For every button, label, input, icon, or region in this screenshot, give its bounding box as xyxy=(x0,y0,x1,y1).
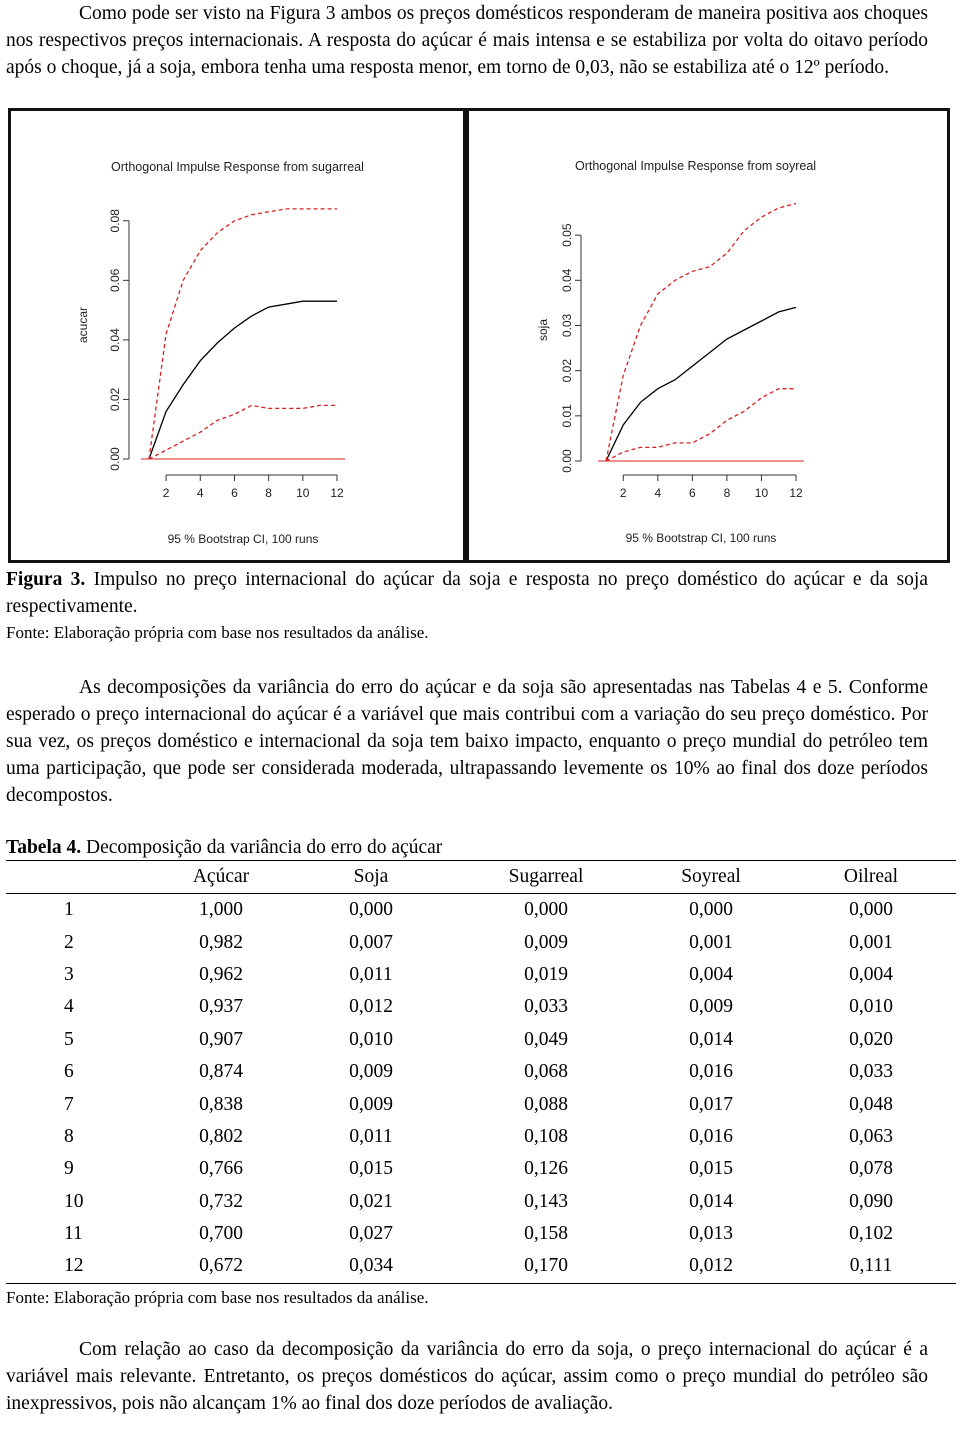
x-tick-label: 12 xyxy=(330,486,344,500)
table-cell: 0,009 xyxy=(349,1093,393,1115)
table-cell: 0,004 xyxy=(849,963,893,985)
table-cell: 0,937 xyxy=(199,996,243,1018)
table-cell: 0,170 xyxy=(456,1250,636,1283)
y-axis-label: soja xyxy=(536,318,550,342)
table-cell: 0,010 xyxy=(849,996,893,1018)
table-row xyxy=(6,1218,956,1250)
figure-caption-text: Impulso no preço internacional do açúcar da soja e resposta no preço doméstico do açúcar e da soja respectivamente. xyxy=(6,569,928,617)
confidence-band-line xyxy=(149,405,337,459)
x-tick-label: 4 xyxy=(196,486,204,500)
paragraph-3: Com relação ao caso da decomposição da variância do erro da soja, o preço internacional do açúcar é a variável mais relevante. Entretanto, os preços domésticos do açúcar, assim como o preço mundial do petróleo são inexpressivos, pois não alcançam 1% ao final dos doze períodos de avaliação. xyxy=(6,1339,928,1414)
table-row-period: 3 xyxy=(64,963,74,985)
table-cell: 0,001 xyxy=(849,931,893,953)
x-tick-label: 6 xyxy=(231,486,238,500)
table-cell: 1,000 xyxy=(199,899,243,921)
table-cell: 0,033 xyxy=(849,1061,893,1083)
figure-caption-label: Figura 3. xyxy=(6,569,86,590)
table-row-period: 1 xyxy=(64,899,74,921)
table-header-cell xyxy=(6,861,156,894)
x-tick-label: 10 xyxy=(754,486,769,500)
y-tick-label: 0.04 xyxy=(560,268,574,292)
table-title xyxy=(6,834,442,861)
table-cell: 0,019 xyxy=(524,963,568,985)
y-tick-label: 0.01 xyxy=(560,404,574,428)
table-cell: 0,982 xyxy=(199,931,243,953)
table-cell: 0,013 xyxy=(689,1223,733,1245)
chart-panel-soy xyxy=(466,108,950,563)
paragraph-1: Como pode ser visto na Figura 3 ambos os preços domésticos responderam de maneira positiva aos choques nos respectivos preços internacionais. A resposta do açúcar é mais intensa e se estabiliza por volta do oitavo período após o choque, já a soja, embora tenha uma resposta menor, em torno de 0,03, não se estabiliza até o 12º período. xyxy=(6,3,928,78)
x-tick-label: 2 xyxy=(162,486,170,500)
table-cell: 0,007 xyxy=(349,931,393,953)
x-tick-label: 8 xyxy=(723,486,731,500)
table-cell: 0,108 xyxy=(524,1125,568,1147)
table-cell: 0,000 xyxy=(524,899,568,921)
table-row xyxy=(6,1153,956,1185)
table-cell: 0,015 xyxy=(349,1158,393,1180)
chart-sugar xyxy=(11,111,463,560)
y-tick-label: 0.00 xyxy=(108,447,122,471)
table-cell: 0,766 xyxy=(199,1158,243,1180)
table-row-period: 11 xyxy=(64,1223,83,1245)
table-cell: 0,014 xyxy=(689,1028,733,1050)
x-axis-label: 95 % Bootstrap CI, 100 runs xyxy=(625,531,777,545)
impulse-response-line xyxy=(149,301,337,459)
table-row-period: 9 xyxy=(64,1158,74,1180)
table-cell: 0,078 xyxy=(849,1158,893,1180)
table-cell: 0,034 xyxy=(286,1250,456,1283)
table-row xyxy=(6,1250,956,1283)
table-body xyxy=(6,894,956,1284)
table-cell: 0,011 xyxy=(349,1125,393,1147)
table-cell: 0,000 xyxy=(849,899,893,921)
figure-source: Fonte: Elaboração própria com base nos resultados da análise. xyxy=(6,623,429,642)
table-row xyxy=(6,1088,956,1120)
table-row-period: 10 xyxy=(64,1190,84,1212)
table-cell: 0,907 xyxy=(199,1028,243,1050)
table-cell: 0,014 xyxy=(689,1190,733,1212)
table-title-label: Tabela 4. xyxy=(6,837,82,858)
confidence-band-line xyxy=(149,209,337,459)
table-row-period: 7 xyxy=(64,1093,74,1115)
table-source: Fonte: Elaboração própria com base nos resultados da análise. xyxy=(6,1288,429,1307)
y-tick-label: 0.00 xyxy=(560,449,574,473)
table-cell: 0,088 xyxy=(524,1093,568,1115)
table-cell: 0,000 xyxy=(689,899,733,921)
table-header-cell: Oilreal xyxy=(843,866,899,887)
table-row-period: 12 xyxy=(6,1250,156,1283)
x-tick-label: 2 xyxy=(619,486,627,500)
chart-title: Orthogonal Impulse Response from sugarreal xyxy=(111,160,364,174)
chart-soy xyxy=(469,111,947,560)
table-row xyxy=(6,926,956,958)
table-header-row xyxy=(6,861,956,894)
x-tick-label: 12 xyxy=(789,486,803,500)
table-cell: 0,700 xyxy=(199,1223,243,1245)
chart-panel-sugar xyxy=(8,108,466,563)
table-cell: 0,000 xyxy=(349,899,393,921)
table-cell: 0,011 xyxy=(349,963,393,985)
table-header-cell: Soyreal xyxy=(681,866,741,887)
table-cell: 0,143 xyxy=(524,1190,568,1212)
table-cell: 0,027 xyxy=(349,1223,393,1245)
table-cell: 0,090 xyxy=(849,1190,893,1212)
table-cell: 0,020 xyxy=(849,1028,893,1050)
table-cell: 0,009 xyxy=(689,996,733,1018)
table-cell: 0,010 xyxy=(349,1028,393,1050)
table-row xyxy=(6,1121,956,1153)
table-header-cell: Açúcar xyxy=(192,866,250,887)
x-axis-label: 95 % Bootstrap CI, 100 runs xyxy=(167,532,319,546)
y-tick-label: 0.08 xyxy=(108,209,122,233)
table-row-period: 2 xyxy=(64,931,74,953)
y-tick-label: 0.04 xyxy=(108,328,122,352)
table-cell: 0,012 xyxy=(636,1250,786,1283)
table-cell: 0,102 xyxy=(849,1223,893,1245)
table-header-cell: Sugarreal xyxy=(508,866,584,887)
table-cell: 0,802 xyxy=(199,1125,243,1147)
table-cell: 0,009 xyxy=(349,1061,393,1083)
table-title-text: Decomposição da variância do erro do açúcar xyxy=(81,837,443,858)
table-cell: 0,838 xyxy=(199,1093,243,1115)
table-cell: 0,015 xyxy=(689,1158,733,1180)
table-cell: 0,017 xyxy=(689,1093,733,1115)
figure-3 xyxy=(8,108,952,563)
y-tick-label: 0.02 xyxy=(560,358,574,383)
x-tick-label: 10 xyxy=(296,486,310,500)
table-cell: 0,016 xyxy=(689,1061,733,1083)
table-cell: 0,004 xyxy=(689,963,733,985)
table-cell: 0,021 xyxy=(349,1190,393,1212)
paragraph-2: As decomposições da variância do erro do açúcar e da soja são apresentadas nas Tabelas 4 e 5. Conforme esperado o preço internacional do açúcar é a variável que mais contribui com a variação do seu preço doméstico. Por sua vez, os preços doméstico e internacional da soja tem baixo impacto, enquanto o preço mundial do petróleo tem uma participação, que pode ser considerada moderada, ultrapassando levemente os 10% ao final dos doze períodos decompostos. xyxy=(6,677,928,806)
variance-decomposition-table xyxy=(6,860,956,1284)
table-row-period: 5 xyxy=(64,1028,74,1050)
table-cell: 0,033 xyxy=(524,996,568,1018)
confidence-band-line xyxy=(606,204,796,462)
y-axis-label: acucar xyxy=(76,306,90,344)
table-row xyxy=(6,1024,956,1056)
table-row-period: 4 xyxy=(64,996,74,1018)
table-cell: 0,068 xyxy=(524,1061,568,1083)
table-cell: 0,874 xyxy=(199,1061,243,1083)
table-cell: 0,962 xyxy=(199,963,243,985)
figure-caption xyxy=(6,566,928,620)
x-tick-label: 8 xyxy=(265,486,272,500)
y-tick-label: 0.02 xyxy=(108,387,122,412)
table-row xyxy=(6,894,956,927)
table-cell: 0,012 xyxy=(349,996,393,1018)
table-row-period: 6 xyxy=(64,1061,74,1083)
table-row-period: 8 xyxy=(64,1125,74,1147)
y-tick-label: 0.06 xyxy=(108,268,122,293)
table-cell: 0,732 xyxy=(199,1190,243,1212)
y-tick-label: 0.05 xyxy=(560,223,574,247)
table-cell: 0,111 xyxy=(786,1250,956,1283)
confidence-band-line xyxy=(606,389,796,461)
x-tick-label: 4 xyxy=(654,486,662,500)
table-cell: 0,001 xyxy=(689,931,733,953)
table-cell: 0,048 xyxy=(849,1093,893,1115)
table-cell: 0,672 xyxy=(156,1250,286,1283)
table-cell: 0,016 xyxy=(689,1125,733,1147)
table-cell: 0,063 xyxy=(849,1125,893,1147)
table-cell: 0,158 xyxy=(524,1223,568,1245)
table-row xyxy=(6,1056,956,1088)
table-row xyxy=(6,1186,956,1218)
table-cell: 0,049 xyxy=(524,1028,568,1050)
x-tick-label: 6 xyxy=(689,486,696,500)
table-row xyxy=(6,991,956,1023)
table-header-cell: Soja xyxy=(353,866,389,887)
y-tick-label: 0.03 xyxy=(560,313,574,338)
chart-title: Orthogonal Impulse Response from soyreal xyxy=(575,159,817,173)
table-cell: 0,126 xyxy=(524,1158,568,1180)
table-cell: 0,009 xyxy=(524,931,568,953)
table-row xyxy=(6,959,956,991)
